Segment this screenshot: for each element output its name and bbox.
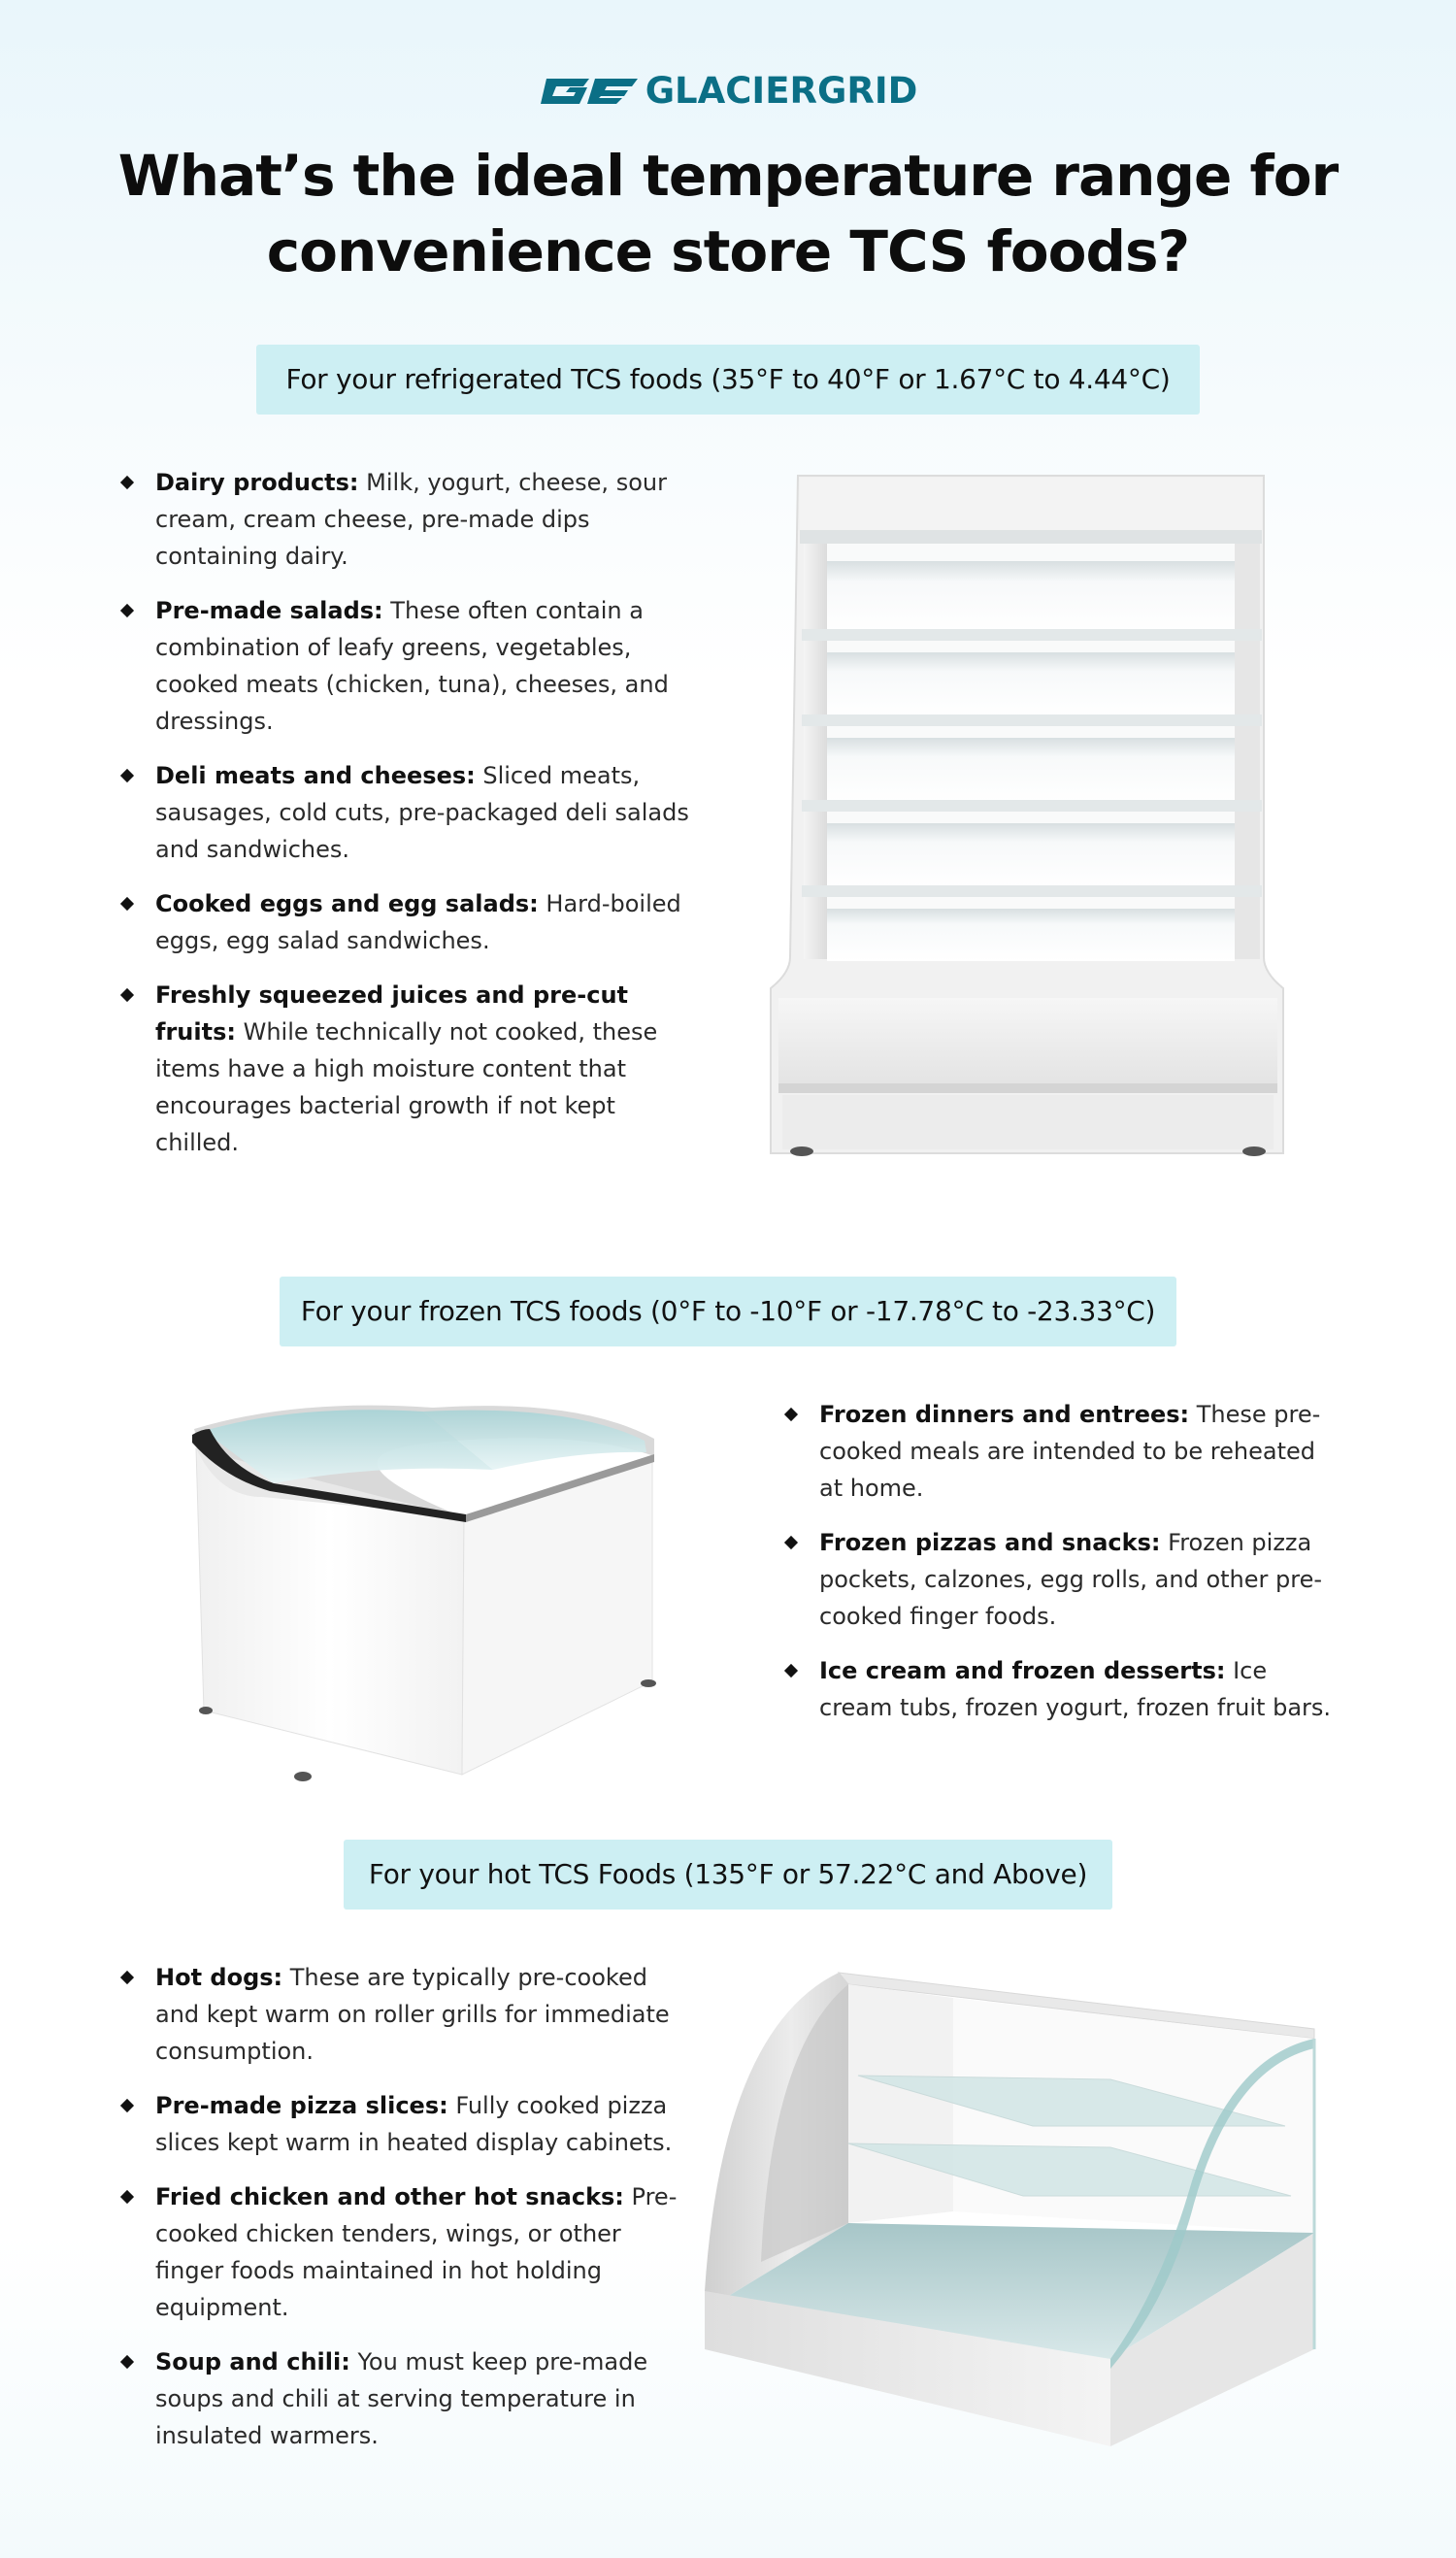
item-term: Fried chicken and other hot snacks: xyxy=(155,2183,624,2210)
item-desc: You must keep pre-made soups and chili at serving temperature in insulated warmers. xyxy=(155,2348,648,2449)
item-desc: While technically not cooked, these items have a high moisture content that encourages bacterial growth if not kept chilled. xyxy=(155,1018,658,1156)
item-desc: These often contain a combination of leafy greens, vegetables, cooked meats (chicken, tuna), cheeses, and dressings. xyxy=(155,597,669,735)
item-term: Frozen pizzas and snacks: xyxy=(819,1529,1161,1556)
item-term: Ice cream and frozen desserts: xyxy=(819,1657,1226,1684)
frozen-food-list xyxy=(780,1396,1343,1744)
frozen-banner: For your frozen TCS foods (0°F to -10°F or -17.78°C to -23.33°C) xyxy=(280,1277,1176,1346)
item-term: Pre-made pizza slices: xyxy=(155,2092,448,2119)
item-term: Frozen dinners and entrees: xyxy=(819,1401,1190,1428)
item-desc: Sliced meats, sausages, cold cuts, pre-packaged deli salads and sandwiches. xyxy=(155,762,689,863)
glaciergrid-logo-icon xyxy=(539,73,640,110)
list-item xyxy=(116,2343,689,2454)
item-term: Cooked eggs and egg salads: xyxy=(155,890,539,917)
item-desc: Milk, yogurt, cheese, sour cream, cream cheese, pre-made dips containing dairy. xyxy=(155,469,667,570)
list-item xyxy=(780,1652,1343,1726)
list-item xyxy=(116,592,689,740)
brand-name: GLACIERGRID xyxy=(645,70,918,112)
brand-logo xyxy=(0,70,1456,112)
list-item xyxy=(116,1959,689,2070)
list-item xyxy=(780,1524,1343,1635)
chest-freezer-illustration xyxy=(190,1390,664,1790)
refrigerated-food-list xyxy=(116,464,689,1179)
item-term: Freshly squeezed juices and pre-cut fruits: xyxy=(155,981,628,1046)
item-desc: Frozen pizza pockets, calzones, egg rolls, and other pre-cooked finger foods. xyxy=(819,1529,1323,1630)
heated-display-case-illustration xyxy=(703,1971,1320,2475)
item-desc: Ice cream tubs, frozen yogurt, frozen fruit bars. xyxy=(819,1657,1332,1721)
refrigerated-display-illustration xyxy=(769,474,1287,1159)
hot-food-list xyxy=(116,1959,689,2472)
list-item xyxy=(116,2087,689,2161)
item-term: Deli meats and cheeses: xyxy=(155,762,476,789)
list-item xyxy=(116,977,689,1161)
item-desc: These are typically pre-cooked and kept warm on roller grills for immediate consumption. xyxy=(155,1964,670,2065)
refrigerated-banner: For your refrigerated TCS foods (35°F to 40°F or 1.67°C to 4.44°C) xyxy=(256,345,1200,415)
list-item xyxy=(116,464,689,575)
item-desc: Hard-boiled eggs, egg salad sandwiches. xyxy=(155,890,681,954)
item-term: Pre-made salads: xyxy=(155,597,383,624)
item-term: Hot dogs: xyxy=(155,1964,283,1991)
item-desc: Fully cooked pizza slices kept warm in heated display cabinets. xyxy=(155,2092,673,2156)
hot-banner: For your hot TCS Foods (135°F or 57.22°C and Above) xyxy=(344,1840,1112,1910)
item-term: Dairy products: xyxy=(155,469,359,496)
list-item xyxy=(116,757,689,868)
item-desc: Pre-cooked chicken tenders, wings, or other finger foods maintained in hot holding equipment. xyxy=(155,2183,678,2321)
list-item xyxy=(116,885,689,959)
list-item xyxy=(116,2178,689,2326)
list-item xyxy=(780,1396,1343,1507)
page-title: What’s the ideal temperature range for convenience store TCS foods? xyxy=(117,143,1339,284)
item-desc: These pre-cooked meals are intended to be reheated at home. xyxy=(819,1401,1321,1502)
item-term: Soup and chili: xyxy=(155,2348,350,2375)
